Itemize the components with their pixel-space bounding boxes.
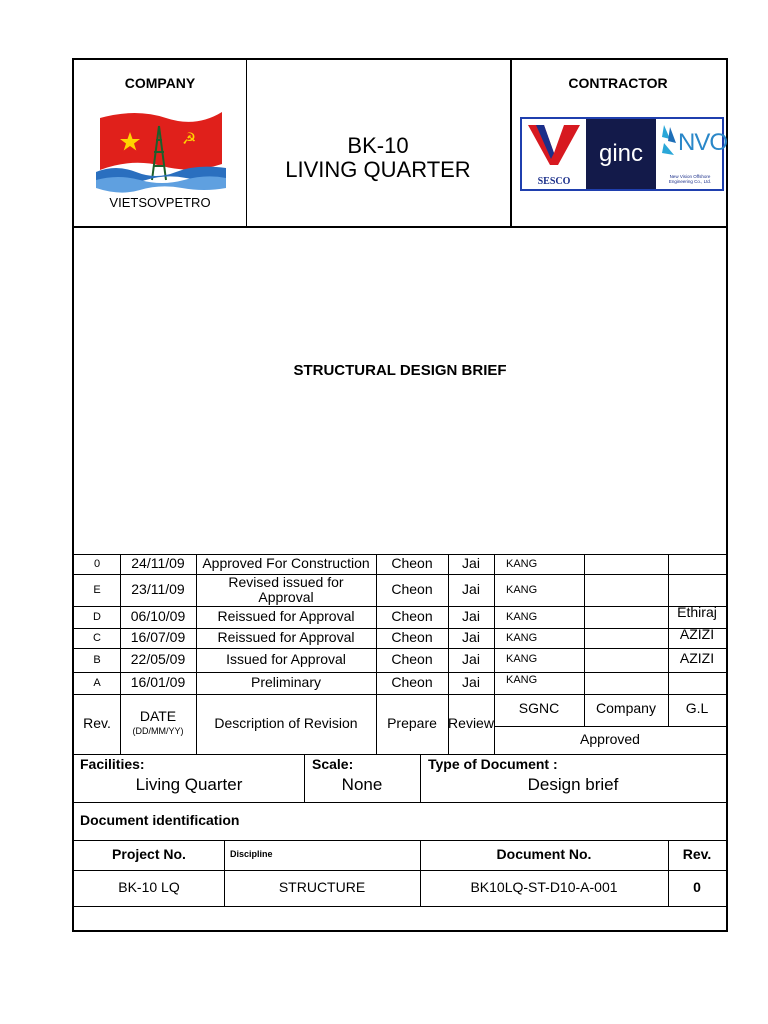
ginc-label: ginc xyxy=(598,140,644,167)
rev-cell: D xyxy=(93,610,101,623)
prepare-cell: Cheon xyxy=(391,608,433,625)
prepare-cell: Cheon xyxy=(391,674,433,691)
project-title-line1: BK-10 xyxy=(347,133,409,158)
sesco-logo xyxy=(522,119,586,189)
company-header: Company xyxy=(596,700,656,717)
nvo-label: NVO xyxy=(678,129,728,156)
prepare-cell: Cheon xyxy=(391,629,433,646)
gl-cell xyxy=(668,554,726,574)
rev-header: Rev. xyxy=(83,715,111,732)
type-of-document-value: Design brief xyxy=(527,775,619,794)
description-cell: Reissued for Approval xyxy=(217,608,355,625)
discipline-value: STRUCTURE xyxy=(278,879,366,896)
date-cell: 16/01/09 xyxy=(130,674,186,691)
rev-no-value: 0 xyxy=(693,879,701,896)
company-cell xyxy=(584,672,668,694)
sgnc-cell: KANG xyxy=(506,557,538,570)
prepare-header: Prepare xyxy=(387,715,437,732)
description-cell: Revised issued for Approval xyxy=(228,573,344,605)
rev-cell: C xyxy=(93,631,101,644)
ginc-logo xyxy=(586,119,656,189)
date-cell: 16/07/09 xyxy=(130,629,186,646)
contractor-label: CONTRACTOR xyxy=(568,75,668,91)
title-sheet xyxy=(72,58,728,932)
document-identification-heading: Document identification xyxy=(80,812,240,828)
gl-cell: AZIZI xyxy=(679,650,715,667)
company-logo-text: VIETSOVPETRO xyxy=(109,195,211,210)
nvo-logo xyxy=(656,119,728,189)
sesco-mark-icon xyxy=(522,119,586,171)
project-no-header: Project No. xyxy=(112,846,186,863)
sgnc-cell: KANG xyxy=(506,673,538,686)
rev-cell: E xyxy=(93,583,101,596)
review-header: Review xyxy=(448,715,494,732)
scale-value: None xyxy=(341,775,383,794)
scale-label: Scale: xyxy=(312,756,354,772)
company-cell xyxy=(584,606,668,628)
rev-cell: A xyxy=(93,676,101,689)
rev-cell: 0 xyxy=(93,557,101,570)
sgnc-header: SGNC xyxy=(518,700,560,717)
description-cell: Issued for Approval xyxy=(226,651,346,668)
project-title-line2: LIVING QUARTER xyxy=(285,157,471,182)
type-of-document-label: Type of Document : xyxy=(428,756,558,772)
date-header-label: DATE xyxy=(139,708,177,724)
sgnc-cell: KANG xyxy=(506,610,538,623)
gl-header: G.L xyxy=(685,700,709,717)
divider xyxy=(74,906,726,907)
facilities-value: Living Quarter xyxy=(135,775,243,794)
gl-cell: Ethiraj xyxy=(677,604,717,621)
date-format-label: (DD/MM/YY) xyxy=(132,726,184,736)
description-cell: Preliminary xyxy=(250,674,321,691)
vietsovpetro-logo xyxy=(96,108,226,194)
contractor-logos xyxy=(520,117,728,191)
project-title xyxy=(246,134,510,182)
date-header xyxy=(120,708,196,736)
description-cell: Reissued for Approval xyxy=(217,629,355,646)
divider xyxy=(74,754,726,755)
prepare-cell: Cheon xyxy=(391,555,433,572)
gl-cell xyxy=(668,672,726,694)
rev-cell: B xyxy=(93,653,101,666)
date-cell: 24/11/09 xyxy=(131,555,185,572)
svg-text:☭: ☭ xyxy=(182,129,197,148)
prepare-cell: Cheon xyxy=(391,581,433,598)
date-cell: 06/10/09 xyxy=(130,608,186,625)
company-label: COMPANY xyxy=(124,75,196,91)
discipline-header: Discipline xyxy=(230,849,273,860)
company-cell xyxy=(584,648,668,672)
document-no-header: Document No. xyxy=(496,846,592,863)
review-cell: Jai xyxy=(462,651,480,668)
date-cell: 22/05/09 xyxy=(130,651,186,668)
divider xyxy=(74,802,726,803)
date-cell: 23/11/09 xyxy=(131,581,185,598)
company-cell xyxy=(584,554,668,574)
nvo-subtitle: New Vision Offshore Engineering Co., Ltd. xyxy=(668,174,712,184)
sesco-label: SESCO xyxy=(537,176,571,187)
divider xyxy=(74,226,726,228)
rev-no-header: Rev. xyxy=(682,846,712,863)
approved-header: Approved xyxy=(580,731,640,748)
facilities-label: Facilities: xyxy=(80,756,145,772)
sgnc-cell: KANG xyxy=(506,631,538,644)
gl-cell: AZIZI xyxy=(679,626,715,643)
document-no-value: BK10LQ-ST-D10-A-001 xyxy=(470,879,618,896)
description-header: Description of Revision xyxy=(214,715,358,732)
company-cell xyxy=(584,574,668,606)
company-cell xyxy=(584,628,668,648)
review-cell: Jai xyxy=(462,629,480,646)
sgnc-cell: KANG xyxy=(506,652,538,665)
sgnc-cell: KANG xyxy=(506,583,538,596)
gl-cell xyxy=(668,574,726,606)
document-title: STRUCTURAL DESIGN BRIEF xyxy=(293,362,507,379)
review-cell: Jai xyxy=(462,674,480,691)
review-cell: Jai xyxy=(462,581,480,598)
prepare-cell: Cheon xyxy=(391,651,433,668)
review-cell: Jai xyxy=(462,555,480,572)
project-no-value: BK-10 LQ xyxy=(118,879,180,896)
description-cell: Approved For Construction xyxy=(202,555,370,572)
review-cell: Jai xyxy=(462,608,480,625)
